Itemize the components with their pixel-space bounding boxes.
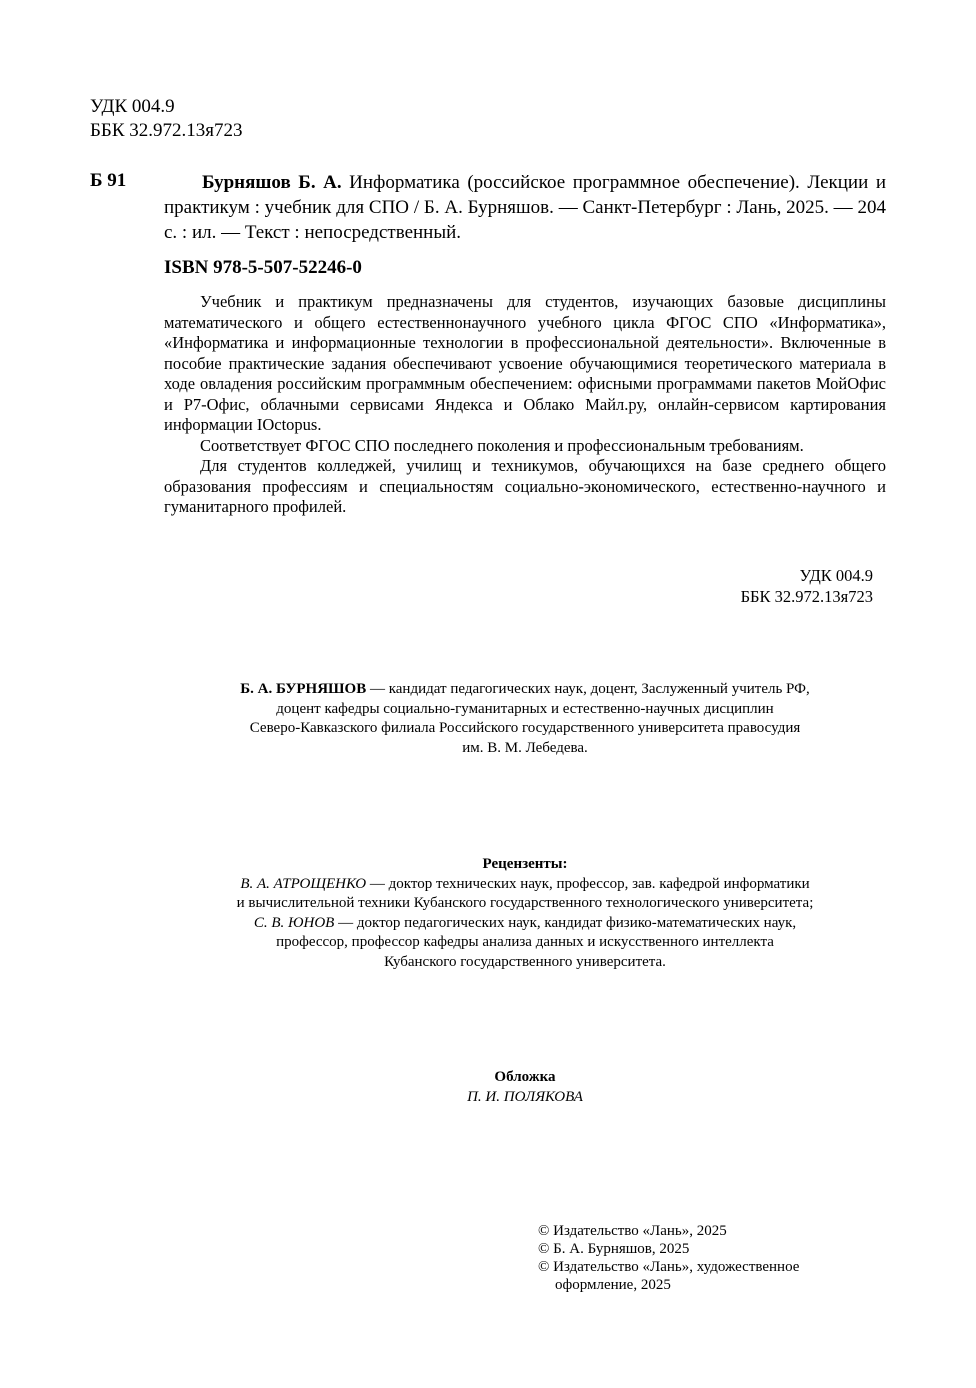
cover-heading: Обложка xyxy=(494,1069,556,1085)
reviewer-name: С. В. ЮНОВ xyxy=(253,914,335,931)
isbn: ISBN 978-5-507-52246-0 xyxy=(164,257,362,278)
copyright-line: © Б. А. Бурняшов, 2025 xyxy=(538,1241,690,1257)
copyright-line: © Издательство «Лань», 2025 xyxy=(538,1223,727,1239)
udk-code: УДК 004.9 xyxy=(90,96,175,117)
reviewer-line: Кубанского государственного университета. xyxy=(384,953,666,970)
author-name: Б. А. БУРНЯШОВ xyxy=(240,681,367,697)
copyright-line: оформление, 2025 xyxy=(555,1277,671,1293)
author-line: им. В. М. Лебедева. xyxy=(462,739,588,756)
annotation-paragraph: Соответствует ФГОС СПО последнего поколения и профессиональным требованиям. xyxy=(200,435,804,455)
bib-author: Бурняшов Б. А. xyxy=(202,172,342,193)
cover-designer: П. И. ПОЛЯКОВА xyxy=(467,1088,583,1105)
bib-text: Информатика (российское программное обеспечение). Лекции и практикум : учебник для СПО / Б. А. Бурняшов. — Санкт-Петербург : Лань, 2025. — 204 с. : ил. — Текст : непосредственный. xyxy=(164,172,886,243)
reviewers xyxy=(164,855,886,972)
annotation-paragraph: Учебник и практикум предназначены для студентов, изучающих базовые дисциплины математического и общего естественнонаучного учебного цикла ФГОС СПО «Информатика», «Информатика и информационные технологии в профессиональной деятельности». Включенные в пособие практические задания обеспечивают усвоение обучающимися теоретического материала в ходе овладения российским программным обеспечением: офисными программами пакетов МойОфис и Р7-Офис, облачными сервисами Яндекса и Облако Майл.ру, онлайн-сервисом картирования информации IOctopus. xyxy=(164,292,886,434)
reviewer-line: — доктор технических наук, профессор, зав. кафедрой информатики xyxy=(366,875,810,892)
author-info xyxy=(164,680,886,758)
author-line: — кандидат педагогических наук, доцент, Заслуженный учитель РФ, xyxy=(366,681,810,697)
bbk-code: ББК 32.972.13я723 xyxy=(90,120,243,141)
author-mark: Б 91 xyxy=(90,170,127,191)
cover-credit xyxy=(164,1068,886,1107)
reviewer-line: и вычислительной техники Кубанского государственного технологического университета; xyxy=(236,895,814,911)
reviewer-line: профессор, профессор кафедры анализа данных и искусственного интеллекта xyxy=(276,934,774,950)
classification-codes-top xyxy=(90,95,242,143)
annotation-paragraph: Для студентов колледжей, училищ и техникумов, обучающихся на базе среднего общего образования профессиям и специальностям социально-экономического, естественно-научного и гуманитарного профилей. xyxy=(164,456,886,516)
reviewer-name: В. А. АТРОЩЕНКО xyxy=(240,875,367,892)
copyright-line: © Издательство «Лань», художественное xyxy=(538,1259,800,1275)
bbk-code-right: ББК 32.972.13я723 xyxy=(740,587,873,606)
classification-codes-right xyxy=(600,565,873,607)
bibliographic-entry xyxy=(164,170,886,245)
reviewers-heading: Рецензенты: xyxy=(482,856,568,872)
copyright-block xyxy=(538,1222,878,1294)
author-line: доцент кафедры социально-гуманитарных и естественно-научных дисциплин xyxy=(276,700,774,717)
author-line: Северо-Кавказского филиала Российского государственного университета правосудия xyxy=(249,720,801,736)
udk-code-right: УДК 004.9 xyxy=(799,566,873,585)
reviewer-line: — доктор педагогических наук, кандидат физико-математических наук, xyxy=(334,914,797,931)
annotation xyxy=(164,292,886,518)
